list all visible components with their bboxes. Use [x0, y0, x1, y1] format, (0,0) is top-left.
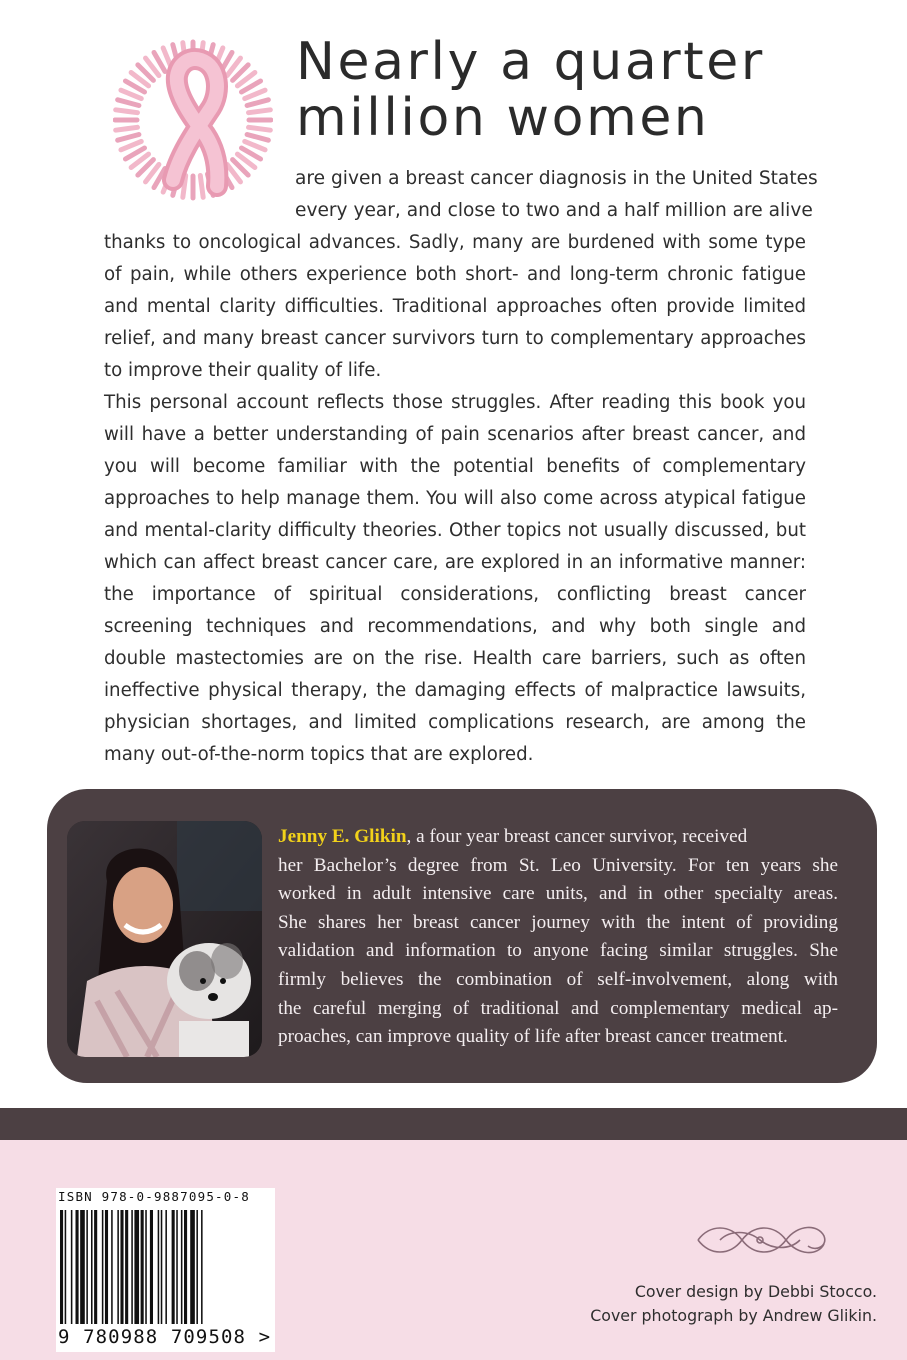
description-paragraph: This personal account reflects those struggles. After reading this book you will have a better understanding of pain scenarios after breast cancer, and you will become familiar with the potential benefits of complementary approaches to help manage them. You will also come across atypical fatigue and mental-clarity difficulty theories. Other topics not usually discussed, but which can affect breast cancer care, are explored in an informative manner: the importance of spiritual considerations, conflicting breast cancer screening techniques and recommendations, and why both single and double mastectomies are on the rise. Health care barriers, such as often ineffective physical therapy, the damaging effects of malpractice lawsuits, physician shortages, and limited complications research, are among the many out-of-the-norm topics that are explored.: [104, 392, 806, 765]
author-bio-intro: , a four year breast cancer survivor, received: [406, 826, 748, 847]
cover-credits: [560, 1280, 877, 1328]
isbn-digits: 9 780988 709508 >: [58, 1326, 272, 1348]
intro-lead-line-1: are given a breast cancer diagnosis in the United States: [295, 168, 818, 189]
author-bio-line: proaches, can improve quality of life after breast cancer treatment.: [278, 1026, 788, 1048]
intro-paragraph: thanks to oncological advances. Sadly, many are burdened with some type of pain, while others experience both short- and long-term chronic fatigue and mental clarity difficulties. Traditional approaches often provide limited relief, and many breast cancer survivors turn to complementary approaches to improve their quality of life.: [104, 232, 806, 381]
headline: [296, 34, 896, 146]
cover-photo-credit: Cover photograph by Andrew Glikin.: [590, 1306, 877, 1325]
author-bio-line: firmly believes the combination of self-involvement, along with: [278, 968, 838, 990]
author-photo: [67, 821, 262, 1057]
flourish-ornament-icon: [690, 1218, 830, 1262]
intro-lead-line-2: every year, and close to two and a half million are alive: [295, 200, 813, 221]
cover-design-credit: Cover design by Debbi Stocco.: [634, 1282, 877, 1301]
barcode-block: [56, 1188, 275, 1352]
headline-line-1: Nearly a quarter: [296, 32, 765, 92]
author-bio-line: validation and information to anyone facing similar struggles. She: [278, 940, 838, 962]
author-bio-line: worked in adult intensive care units, and in other specialty areas.: [278, 883, 838, 905]
headline-line-2: million women: [296, 88, 710, 148]
barcode-icon: [60, 1210, 272, 1324]
author-name: Jenny E. Glikin: [278, 826, 407, 847]
author-bio: [278, 823, 838, 1052]
intro-lead: [295, 163, 818, 227]
pink-ribbon-icon: [113, 30, 273, 212]
author-panel: [47, 789, 877, 1083]
author-bio-line-1: [278, 823, 838, 852]
divider-band: [0, 1108, 907, 1140]
author-bio-line: the careful merging of traditional and complementary medical ap-: [278, 997, 838, 1019]
isbn-label: ISBN 978-0-9887095-0-8: [58, 1189, 250, 1204]
author-bio-line: She shares her breast cancer journey with the intent of providing: [278, 911, 838, 933]
author-with-dog-photo: [67, 821, 262, 1057]
author-bio-line: her Bachelor’s degree from St. Leo University. For ten years she: [278, 854, 838, 876]
